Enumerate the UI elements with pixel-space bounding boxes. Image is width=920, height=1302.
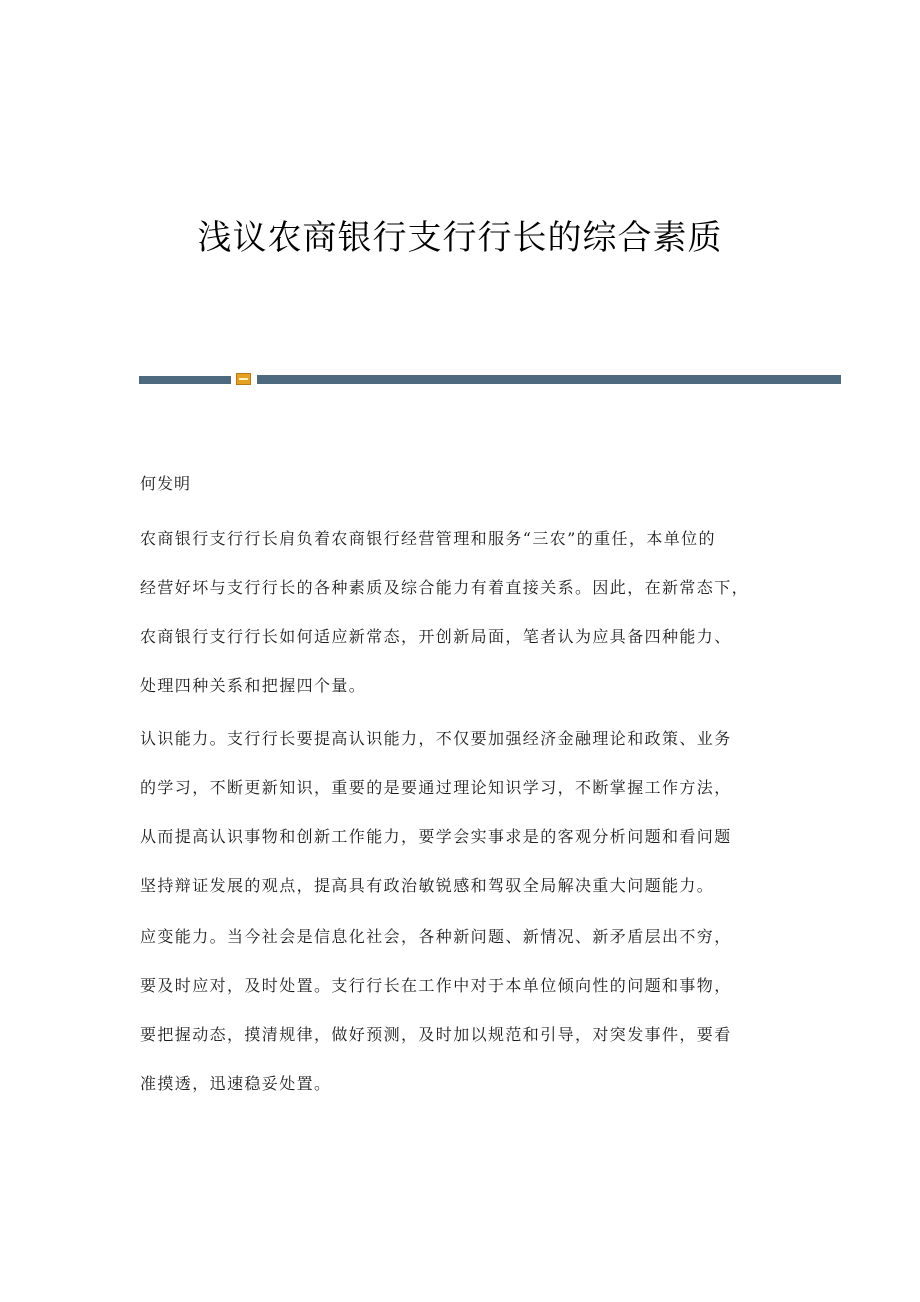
paragraph-line: 坚持辩证发展的观点，提高具有政治敏锐感和驾驭全局解决重大问题能力。 <box>140 876 715 895</box>
divider-ornament-icon <box>236 373 251 385</box>
paragraph-line: 要把握动态，摸清规律，做好预测，及时加以规范和引导，对突发事件，要看 <box>140 1025 732 1044</box>
divider-bar-left <box>139 376 231 384</box>
paragraph-line: 的学习，不断更新知识，重要的是要通过理论知识学习，不断掌握工作方法， <box>140 778 732 797</box>
paragraph-line: 从而提高认识事物和创新工作能力，要学会实事求是的客观分析问题和看问题 <box>140 827 732 846</box>
paragraph-line: 应变能力。当今社会是信息化社会，各种新问题、新情况、新矛盾层出不穷， <box>140 927 732 946</box>
paragraph-line: 准摸透，迅速稳妥处置。 <box>140 1074 332 1093</box>
paragraph-intro <box>140 514 780 710</box>
divider-bar-right <box>257 375 841 384</box>
author-name: 何发明 <box>140 474 192 493</box>
paragraph-line: 要及时应对，及时处置。支行行长在工作中对于本单位倾向性的问题和事物， <box>140 976 732 995</box>
paragraph-cognitive-ability <box>140 714 780 910</box>
paragraph-line: 处理四种关系和把握四个量。 <box>140 676 367 695</box>
document-title: 浅议农商银行支行行长的综合素质 <box>197 218 723 258</box>
paragraph-adaptability <box>140 912 780 1108</box>
paragraph-line: 认识能力。支行行长要提高认识能力，不仅要加强经济金融理论和政策、业务 <box>140 729 732 748</box>
paragraph-line: 经营好坏与支行行长的各种素质及综合能力有着直接关系。因此，在新常态下， <box>140 578 750 597</box>
title-divider <box>139 373 841 385</box>
paragraph-line: 农商银行支行行长如何适应新常态，开创新局面，笔者认为应具备四种能力、 <box>140 627 732 646</box>
paragraph-line: 农商银行支行行长肩负着农商银行经营管理和服务“三农”的重任，本单位的 <box>140 529 716 548</box>
